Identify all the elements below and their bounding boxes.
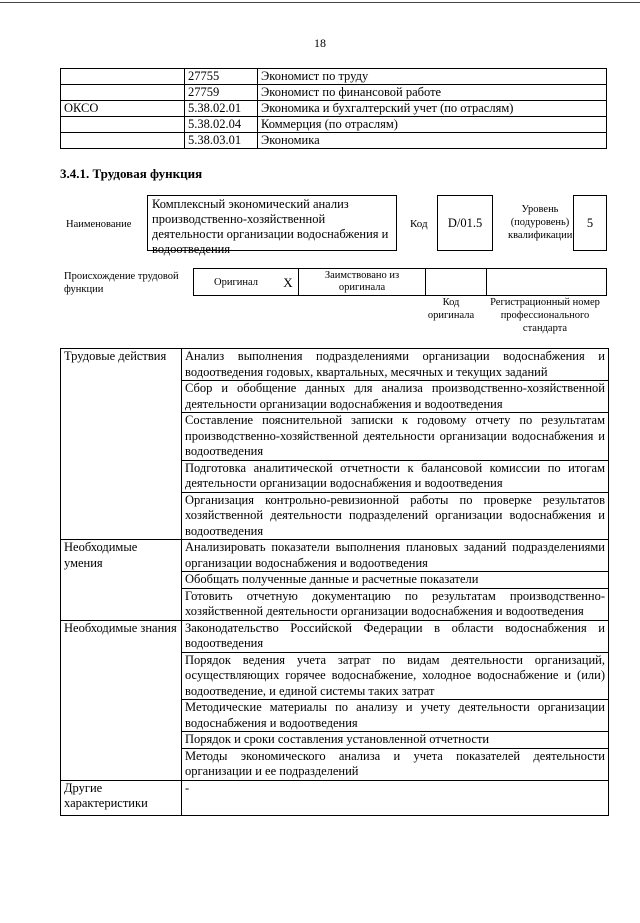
function-code-box: D/01.5 — [437, 195, 493, 251]
okso-name-cell: Экономика и бухгалтерский учет (по отраслям) — [258, 101, 607, 117]
list-item: Порядок и сроки составления установленной отчетности — [182, 732, 609, 749]
okso-name-cell: Экономист по труду — [258, 69, 607, 85]
table-row — [61, 780, 609, 815]
original-code-cell — [426, 269, 487, 296]
okso-name-cell: Коммерция (по отраслям) — [258, 117, 607, 133]
okso-code-cell: 5.38.03.01 — [185, 133, 258, 149]
section-header-labor-actions: Трудовые действия — [61, 349, 182, 540]
name-label: Наименование — [66, 219, 132, 230]
section-header-skills: Необходимые умения — [61, 540, 182, 621]
table-row — [194, 269, 607, 296]
list-item: Составление пояснительной записки к годовому отчету по результатам производственно-хозяйственной деятельности организации водоснабжения и водоотведения — [182, 413, 609, 461]
borrowed-label: Заимствовано из оригинала — [299, 269, 426, 296]
section-header-other: Другие характеристики — [61, 780, 182, 815]
original-label: Оригинал — [194, 269, 279, 296]
okso-code-cell: 5.38.02.04 — [185, 117, 258, 133]
list-item: - — [182, 780, 609, 815]
list-item: Подготовка аналитической отчетности к балансовой комиссии по итогам деятельности организации водоснабжения и водоотведения — [182, 460, 609, 492]
list-item: Организация контрольно-ревизионной работы по проверке результатов хозяйственной деятельности подразделений организации водоснабжения и водоотведения — [182, 492, 609, 540]
list-item: Методы экономического анализа и учета показателей деятельности организации и ее подразделений — [182, 748, 609, 780]
okso-name-cell: Экономист по финансовой работе — [258, 85, 607, 101]
okso-code-cell: 27755 — [185, 69, 258, 85]
top-edge-line — [0, 2, 640, 11]
list-item: Анализ выполнения подразделениями организации водоснабжения и водоотведения годовых, квартальных, месячных и текущих заданий — [182, 349, 609, 381]
qualification-level-box: 5 — [573, 195, 607, 251]
origin-label: Происхождение трудовой функции — [64, 271, 179, 295]
okso-category-cell: ОКСО — [61, 101, 185, 117]
function-name-box: Комплексный экономический анализ производственно-хозяйственной деятельности организации водоснабжения и водоотведения — [147, 195, 397, 251]
list-item: Методические материалы по анализу и учету деятельности организации водоснабжения и водоотведения — [182, 700, 609, 732]
section-header-knowledge: Необходимые знания — [61, 620, 182, 780]
code-label: Код — [410, 218, 428, 230]
table-row — [61, 117, 607, 133]
list-item: Готовить отчетную документацию по результатам производственно-хозяйственной деятельности организации водоснабжения и водоотведения — [182, 588, 609, 620]
okso-category-cell — [61, 85, 185, 101]
qualification-level-label: Уровень (подуровень) квалификации — [508, 204, 573, 241]
table-row — [61, 133, 607, 149]
original-mark: X — [278, 269, 299, 296]
table-row — [61, 620, 609, 652]
origin-table — [193, 268, 607, 296]
table-row — [61, 540, 609, 572]
okso-category-cell — [61, 117, 185, 133]
okso-code-cell: 27759 — [185, 85, 258, 101]
reg-number-cell — [487, 269, 607, 296]
list-item: Обобщать полученные данные и расчетные показатели — [182, 572, 609, 589]
page-number: 18 — [314, 36, 326, 50]
list-item: Порядок ведения учета затрат по видам деятельности организаций, осуществляющих горячее водоснабжение, холодное водоснабжение и (или) водоотведение, и единой системы таких затрат — [182, 652, 609, 700]
original-code-caption: Код оригинала — [427, 297, 475, 321]
section-title: 3.4.1. Трудовая функция — [60, 166, 203, 181]
table-row — [61, 85, 607, 101]
table-row — [61, 101, 607, 117]
table-row — [61, 69, 607, 85]
table-row — [61, 349, 609, 381]
okso-table — [60, 68, 607, 149]
function-details-table — [60, 348, 609, 816]
okso-code-cell: 5.38.02.01 — [185, 101, 258, 117]
list-item: Сбор и обобщение данных для анализа производственно-хозяйственной деятельности организации водоснабжения и водоотведения — [182, 381, 609, 413]
okso-category-cell — [61, 133, 185, 149]
list-item: Анализировать показатели выполнения плановых заданий подразделениями организации водоснабжения и водоотведения — [182, 540, 609, 572]
okso-name-cell: Экономика — [258, 133, 607, 149]
list-item: Законодательство Российской Федерации в области водоснабжения и водоотведения — [182, 620, 609, 652]
okso-category-cell — [61, 69, 185, 85]
reg-number-caption: Регистрационный номер профессионального стандарта — [490, 297, 600, 334]
